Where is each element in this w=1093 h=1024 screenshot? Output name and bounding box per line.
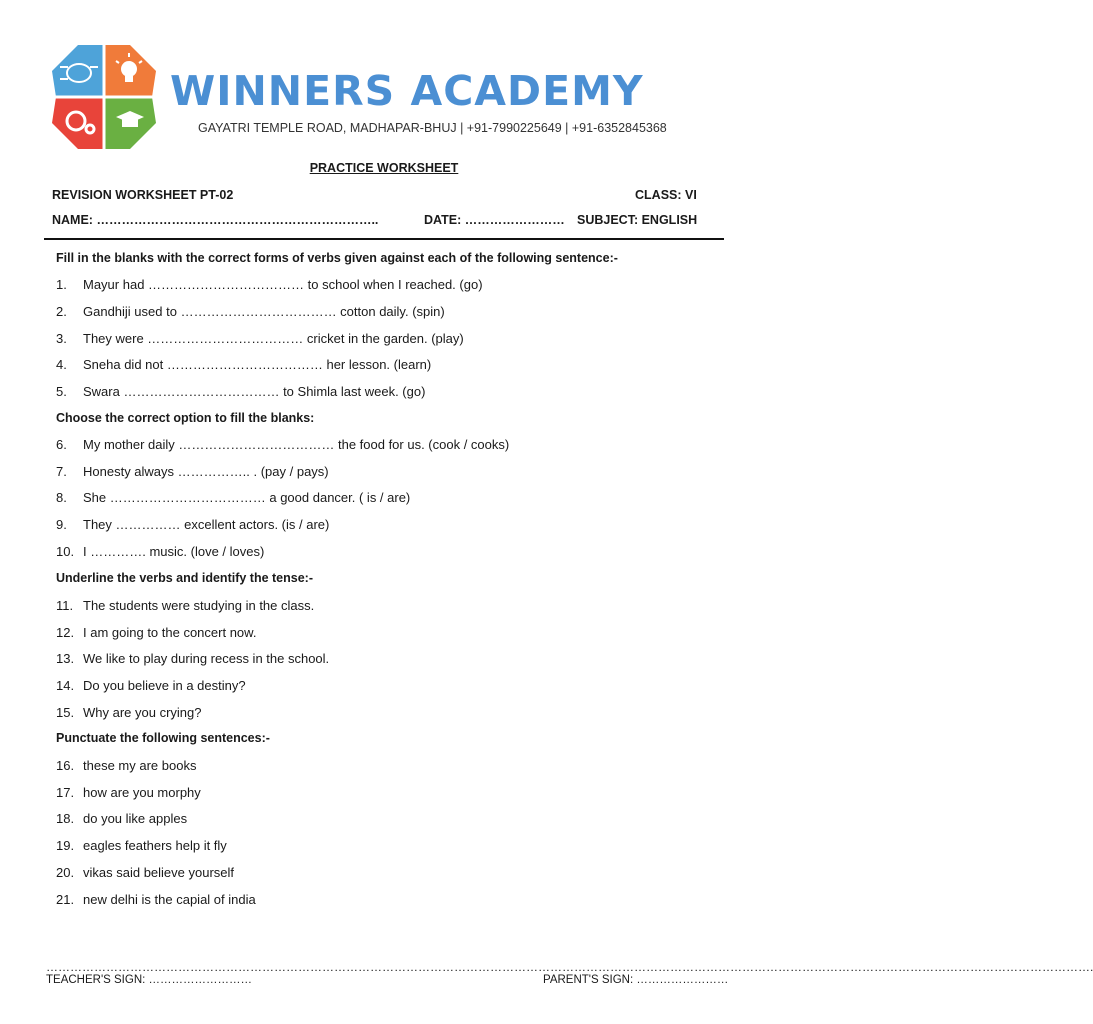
question-item bbox=[56, 838, 227, 853]
question-number: 17. bbox=[56, 785, 75, 800]
question-text: I am going to the concert now. bbox=[83, 625, 257, 640]
question-item bbox=[56, 384, 425, 399]
question-number: 11. bbox=[56, 598, 74, 613]
logo-blue-panel bbox=[52, 45, 104, 97]
question-text: new delhi is the capial of india bbox=[83, 892, 256, 907]
question-number: 19. bbox=[56, 838, 75, 853]
question-number: 7. bbox=[56, 464, 67, 479]
question-number: 14. bbox=[56, 678, 75, 693]
question-item bbox=[56, 625, 256, 640]
question-item bbox=[56, 544, 264, 559]
question-number: 15. bbox=[56, 705, 75, 720]
question-item bbox=[56, 464, 329, 479]
question-item bbox=[56, 758, 196, 773]
question-text: My mother daily ……………………………… the food for us. (cook / cooks) bbox=[83, 437, 510, 452]
question-text: Sneha did not ……………………………… her lesson. (learn) bbox=[83, 357, 432, 372]
section-heading: Fill in the blanks with the correct forms of verbs given against each of the following sentence:- bbox=[56, 251, 618, 265]
class-label: CLASS: VI bbox=[635, 188, 697, 202]
question-item bbox=[56, 865, 234, 880]
question-number: 20. bbox=[56, 865, 75, 880]
question-text: these my are books bbox=[83, 758, 197, 773]
question-item bbox=[56, 598, 314, 613]
question-item bbox=[56, 490, 410, 505]
question-number: 5. bbox=[56, 384, 67, 399]
question-number: 2. bbox=[56, 304, 67, 319]
logo-red-panel bbox=[52, 97, 104, 149]
question-text: They were ……………………………… cricket in the garden. (play) bbox=[83, 331, 464, 346]
question-item bbox=[56, 785, 201, 800]
question-number: 4. bbox=[56, 357, 67, 372]
question-item bbox=[56, 811, 187, 826]
question-text: I …………. music. (love / loves) bbox=[83, 544, 265, 559]
academy-logo bbox=[52, 45, 156, 149]
question-text: She ……………………………… a good dancer. ( is / are) bbox=[83, 490, 411, 505]
question-number: 12. bbox=[56, 625, 75, 640]
question-number: 9. bbox=[56, 517, 67, 532]
revision-label: REVISION WORKSHEET PT-02 bbox=[52, 188, 234, 202]
name-field: NAME: ………………………………………………………….. bbox=[52, 213, 379, 227]
section-heading: Underline the verbs and identify the tense:- bbox=[56, 571, 313, 585]
question-text: Honesty always …………….. . (pay / pays) bbox=[83, 464, 329, 479]
footer-dotted-line: ………………………………………………………………………………………………………………………………………………………………………………………………………………………………………. bbox=[46, 960, 1093, 974]
question-text: eagles feathers help it fly bbox=[83, 838, 227, 853]
teacher-sign: TEACHER'S SIGN: ……………………… bbox=[46, 974, 253, 986]
question-number: 13. bbox=[56, 651, 75, 666]
question-item bbox=[56, 892, 256, 907]
question-item bbox=[56, 304, 445, 319]
question-item bbox=[56, 277, 483, 292]
question-number: 6. bbox=[56, 437, 67, 452]
question-text: Gandhiji used to ……………………………… cotton daily. (spin) bbox=[83, 304, 445, 319]
question-item bbox=[56, 678, 246, 693]
question-number: 18. bbox=[56, 811, 75, 826]
worksheet-title-wrap bbox=[0, 161, 768, 175]
section-heading: Punctuate the following sentences:- bbox=[56, 731, 270, 745]
section-heading: Choose the correct option to fill the blanks: bbox=[56, 411, 315, 425]
subject-label: SUBJECT: ENGLISH bbox=[577, 213, 698, 227]
question-text: Why are you crying? bbox=[83, 705, 202, 720]
question-number: 21. bbox=[56, 892, 75, 907]
question-text: They …………… excellent actors. (is / are) bbox=[83, 517, 330, 532]
brand-name: WINNERS ACADEMY bbox=[170, 67, 644, 115]
question-text: how are you morphy bbox=[83, 785, 201, 800]
question-item bbox=[56, 357, 431, 372]
question-text: do you like apples bbox=[83, 811, 188, 826]
question-item bbox=[56, 517, 329, 532]
date-field: DATE: …………………… bbox=[424, 213, 565, 227]
brand-address: GAYATRI TEMPLE ROAD, MADHAPAR-BHUJ | +91-7990225649 | +91-6352845368 bbox=[198, 121, 667, 135]
question-text: Swara ……………………………… to Shimla last week. (go) bbox=[83, 384, 426, 399]
question-text: The students were studying in the class. bbox=[83, 598, 315, 613]
worksheet-title: PRACTICE WORKSHEET bbox=[309, 161, 459, 175]
question-number: 16. bbox=[56, 758, 75, 773]
header-divider bbox=[44, 238, 724, 240]
question-item bbox=[56, 331, 464, 346]
question-number: 1. bbox=[56, 277, 67, 292]
question-number: 8. bbox=[56, 490, 67, 505]
question-item bbox=[56, 705, 202, 720]
question-text: vikas said believe yourself bbox=[83, 865, 235, 880]
question-number: 3. bbox=[56, 331, 67, 346]
question-item bbox=[56, 651, 329, 666]
question-number: 10. bbox=[56, 544, 75, 559]
parent-sign: PARENT'S SIGN: …………………… bbox=[543, 974, 729, 986]
question-item bbox=[56, 437, 509, 452]
question-text: We like to play during recess in the school. bbox=[83, 651, 330, 666]
question-text: Do you believe in a destiny? bbox=[83, 678, 246, 693]
question-text: Mayur had ……………………………… to school when I reached. (go) bbox=[83, 277, 483, 292]
